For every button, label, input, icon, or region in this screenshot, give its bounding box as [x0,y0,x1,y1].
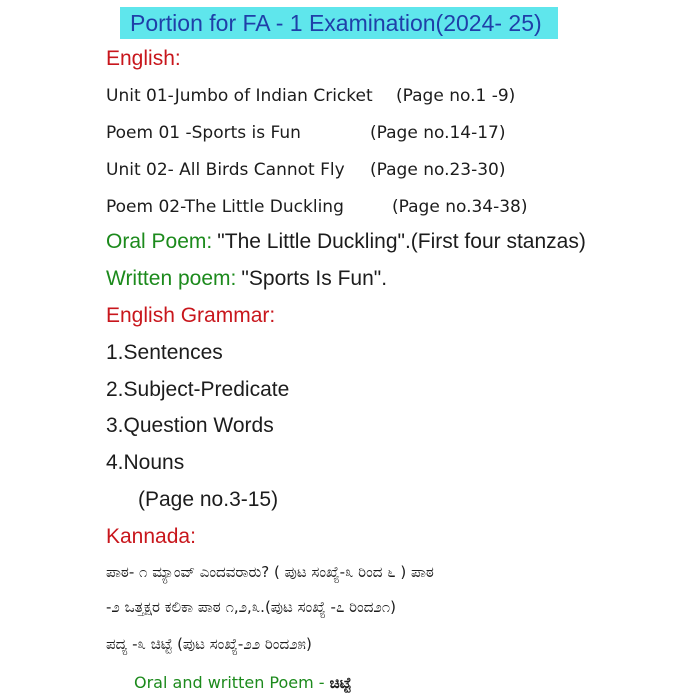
english-item-name: Unit 02- All Birds Cannot Fly [106,160,345,180]
grammar-heading: English Grammar: [106,304,276,327]
english-item-name: Unit 01-Jumbo of Indian Cricket [106,86,373,106]
kannada-footer-line [134,673,351,692]
written-poem-label: Written poem: [106,267,237,290]
grammar-item: 3.Question Words [106,414,274,437]
grammar-pages: (Page no.3-15) [138,488,279,511]
written-poem-value: "Sports Is Fun". [241,267,388,290]
oral-poem-label: Oral Poem: [106,230,213,253]
written-poem-line [106,267,387,291]
english-item-pages: (Page no.34-38) [392,197,528,217]
grammar-item: 4.Nouns [106,451,185,474]
english-item-pages: (Page no.1 -9) [396,86,516,106]
page-title: Portion for FA - 1 Examination(2024- 25) [120,7,558,39]
english-item-pages: (Page no.23-30) [370,160,506,180]
english-item-name: Poem 01 -Sports is Fun [106,123,301,143]
english-item-name: Poem 02-The Little Duckling [106,197,344,217]
kannada-line: ಪಾಠ- ೧ ಮ್ಯಾಂವ್ ಎಂದವರಾರು? ( ಪುಟ ಸಂಖ್ಯೆ-೩ ರಿಂದ ೬ ) ಪಾಠ [106,563,434,581]
kannada-heading: Kannada: [106,525,196,548]
kannada-line: -೨ ಒತ್ತಕ್ಷರ ಕಲಿಕಾ ಪಾಠ ೧,೨,೩.(ಪುಟ ಸಂಖ್ಯೆ -೭ ರಿಂದ೨೧) [106,598,397,616]
kannada-footer-label: Oral and written Poem - [134,673,325,692]
english-heading: English: [106,47,181,70]
oral-poem-value: "The Little Duckling".(First four stanzas) [217,230,586,253]
grammar-item: 2.Subject-Predicate [106,378,290,401]
kannada-footer-value: ಚಿಟ್ಟೆ [329,674,352,692]
oral-poem-line [106,230,586,254]
english-item-pages: (Page no.14-17) [370,123,506,143]
kannada-line: ಪದ್ಯ -೩ ಚಿಟ್ಟೆ (ಪುಟ ಸಂಖ್ಯೆ-೨೨ ರಿಂದ೨೫) [106,635,312,653]
grammar-item: 1.Sentences [106,341,223,364]
